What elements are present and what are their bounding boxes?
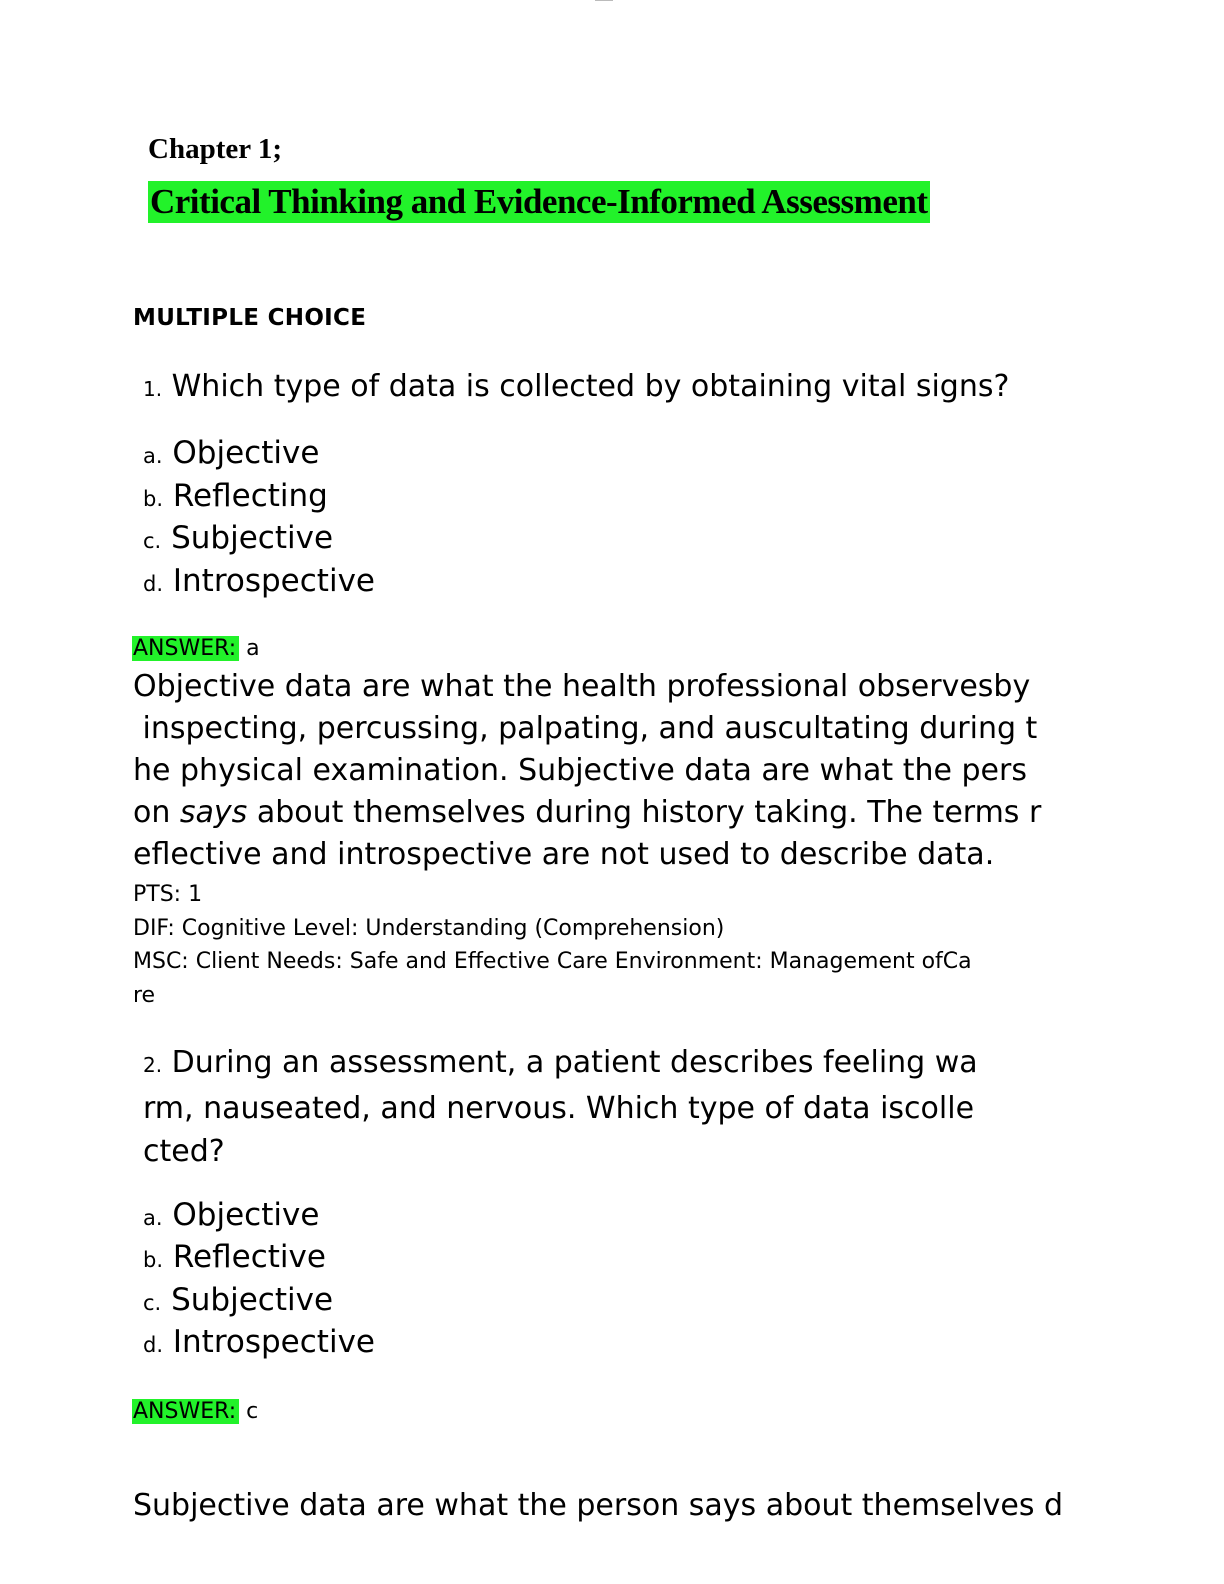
explanation-line: Objective data are what the health professional observesby bbox=[133, 669, 1031, 704]
option-2d bbox=[143, 1324, 375, 1360]
question-text: cted? bbox=[143, 1134, 225, 1169]
explanation-line: eflective and introspective are not used to describe data. bbox=[133, 837, 995, 872]
option-text: Subjective bbox=[171, 1282, 334, 1318]
question-text: Which type of data is collected by obtaining vital signs? bbox=[171, 369, 1010, 404]
option-letter: a. bbox=[143, 444, 163, 468]
section-heading: MULTIPLE CHOICE bbox=[133, 305, 367, 331]
msc-line: MSC: Client Needs: Safe and Effective Care Environment: Management ofCa bbox=[133, 949, 972, 974]
question-line bbox=[143, 1041, 978, 1087]
option-text: Introspective bbox=[172, 1324, 375, 1360]
answer-2 bbox=[132, 1399, 258, 1424]
option-letter: c. bbox=[143, 1291, 162, 1315]
explanation-line: he physical examination. Subjective data are what the pers bbox=[133, 753, 1027, 788]
option-letter: c. bbox=[143, 529, 162, 553]
answer-label: ANSWER: bbox=[132, 1399, 239, 1424]
page-top-mark bbox=[595, 0, 613, 1]
option-text: Reflective bbox=[172, 1239, 326, 1275]
option-letter: a. bbox=[143, 1206, 163, 1230]
question-2 bbox=[143, 1041, 978, 1173]
msc-line-continued: re bbox=[133, 983, 156, 1008]
answer-1 bbox=[132, 636, 260, 661]
option-2b bbox=[143, 1239, 326, 1275]
option-2c bbox=[143, 1282, 333, 1318]
option-1b bbox=[143, 478, 328, 514]
option-text: Reflecting bbox=[172, 478, 328, 514]
explanation-line bbox=[133, 792, 1073, 834]
points: PTS: 1 bbox=[133, 882, 203, 907]
chapter-title: Critical Thinking and Evidence-Informed Assessment bbox=[150, 182, 928, 221]
option-2a bbox=[143, 1197, 319, 1233]
question-text: During an assessment, a patient describes feeling wa bbox=[171, 1045, 978, 1080]
option-letter: b. bbox=[143, 487, 164, 511]
explanation-line: inspecting, percussing, palpating, and auscultating during t bbox=[133, 711, 1038, 746]
question-text: rm, nauseated, and nervous. Which type of data iscolle bbox=[143, 1091, 975, 1126]
explanation-1 bbox=[133, 666, 1073, 876]
option-text: Objective bbox=[172, 435, 320, 471]
option-text: Subjective bbox=[171, 520, 334, 556]
option-text: Introspective bbox=[172, 563, 375, 599]
question-number: 2. bbox=[143, 1053, 163, 1077]
option-1d bbox=[143, 563, 375, 599]
explanation-fragment: on bbox=[133, 795, 180, 830]
question-number: 1. bbox=[143, 377, 163, 401]
option-letter: d. bbox=[143, 572, 164, 596]
question-1 bbox=[143, 365, 1009, 411]
explanation-fragment: about themselves during history taking. The terms r bbox=[247, 795, 1042, 830]
answer-label: ANSWER: bbox=[132, 636, 239, 661]
answer-value: c bbox=[246, 1399, 259, 1424]
chapter-heading: Chapter 1; bbox=[148, 133, 282, 165]
option-text: Objective bbox=[172, 1197, 320, 1233]
answer-value: a bbox=[246, 636, 260, 661]
difficulty: DIF: Cognitive Level: Understanding (Comprehension) bbox=[133, 916, 725, 941]
option-letter: d. bbox=[143, 1333, 164, 1357]
explanation-2: Subjective data are what the person says about themselves d bbox=[133, 1488, 1064, 1523]
option-1c bbox=[143, 520, 333, 556]
option-1a bbox=[143, 435, 319, 471]
option-letter: b. bbox=[143, 1248, 164, 1272]
explanation-emphasis: says bbox=[179, 795, 248, 830]
